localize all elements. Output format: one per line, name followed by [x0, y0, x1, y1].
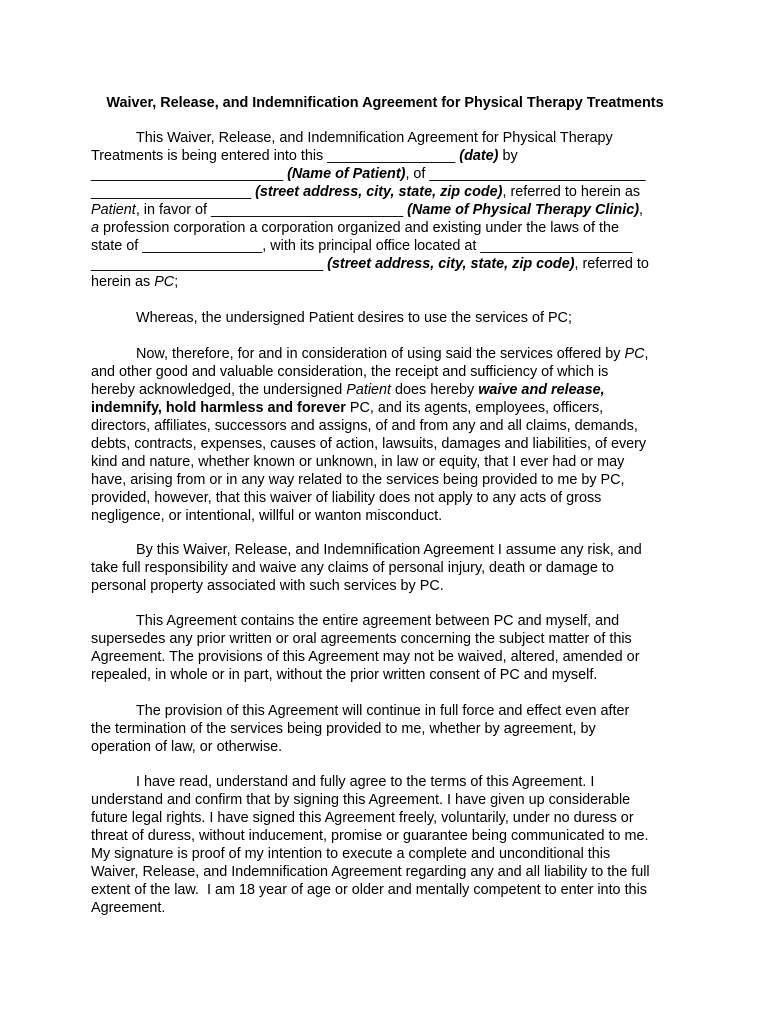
text-line: This Waiver, Release, and Indemnification Agreement for Physical Therapy: [136, 130, 613, 146]
text-span: , referred to: [574, 256, 649, 272]
text-line: have, arising from or in any way related to the services being provided to me by PC,: [91, 472, 625, 488]
text-span: indemnify, hold harmless and forever: [91, 400, 346, 416]
text-line: [91, 255, 691, 273]
text-span: herein as: [91, 274, 155, 290]
text-line: The provision of this Agreement will continue in full force and effect even after: [136, 703, 630, 719]
text-line: kind and nature, whether known or unknown, in law or equity, that I ever had or may: [91, 454, 625, 470]
text-span: , referred to herein as: [502, 184, 641, 200]
text-line: [91, 381, 691, 399]
text-line: threat of duress, without inducement, promise or guarantee being communicated to me.: [91, 828, 649, 844]
text-line: [91, 165, 691, 183]
text-line: [91, 399, 691, 417]
text-span: ;: [174, 274, 179, 290]
text-span: ,: [644, 346, 649, 362]
text-line: operation of law, or otherwise.: [91, 739, 283, 755]
text-span: profession corporation a corporation organized and existing under the laws of the: [99, 220, 619, 236]
date-label: (date): [459, 148, 499, 164]
text-line: By this Waiver, Release, and Indemnification Agreement I assume any risk, and: [136, 542, 642, 558]
clinic-name-label: (Name of Physical Therapy Clinic): [407, 202, 639, 218]
text-line: understand and confirm that by signing this Agreement. I have given up considerable: [91, 792, 631, 808]
text-line: Waiver, Release, and Indemnification Agreement regarding any and all liability to the full: [91, 864, 650, 880]
patient-address-label: (street address, city, state, zip code): [255, 184, 503, 200]
text-span: , in favor of ________________________: [135, 202, 408, 218]
text-line: Whereas, the undersigned Patient desires to use the services of PC;: [136, 310, 572, 326]
patient-name-label: (Name of Patient): [287, 166, 406, 182]
document-title: Waiver, Release, and Indemnification Agreement for Physical Therapy Treatments: [106, 95, 664, 111]
text-line: extent of the law. I am 18 year of age or older and mentally competent to enter into this: [91, 882, 647, 898]
text-span: PC: [154, 274, 175, 290]
text-span: Now, therefore, for and in consideration of using said the services offered by: [136, 346, 625, 362]
text-line: negligence, or intentional, willful or wanton misconduct.: [91, 508, 443, 524]
text-span: PC, and its agents, employees, officers,: [345, 400, 604, 416]
text-line: Agreement. The provisions of this Agreement may not be waived, altered, amended or: [91, 649, 640, 665]
text-span: Treatments is being entered into this ________________: [91, 148, 460, 164]
text-line: Agreement.: [91, 900, 166, 916]
text-line: [91, 183, 691, 201]
text-span: Patient: [91, 202, 136, 218]
text-line: [91, 201, 691, 219]
text-line: personal property associated with such services by PC.: [91, 578, 444, 594]
text-line: supersedes any prior written or oral agreements concerning the subject matter of this: [91, 631, 632, 647]
text-span: ________________________: [91, 166, 288, 182]
text-line: repealed, in whole or in part, without the prior written consent of PC and myself.: [91, 667, 598, 683]
text-line: [91, 147, 691, 165]
text-line: provided, however, that this waiver of liability does not apply to any acts of gross: [91, 490, 602, 506]
text-line: directors, affiliates, successors and assigns, of and from any and all claims, demands,: [91, 418, 638, 434]
clinic-address-label: (street address, city, state, zip code): [327, 256, 575, 272]
text-line: [91, 273, 691, 291]
text-line: My signature is proof of my intention to execute a complete and unconditional this: [91, 846, 611, 862]
text-line: future legal rights. I have signed this Agreement freely, voluntarily, under no duress or: [91, 810, 634, 826]
text-line: [136, 345, 691, 363]
text-span: does hereby: [391, 382, 479, 398]
text-line: state of _______________, with its principal office located at ___________________: [91, 238, 633, 254]
text-span: _____________________________: [91, 256, 328, 272]
text-span: ____________________: [91, 184, 256, 200]
text-span: hereby acknowledged, the undersigned: [91, 382, 347, 398]
text-line: I have read, understand and fully agree to the terms of this Agreement. I: [136, 774, 595, 790]
text-line: take full responsibility and waive any claims of personal injury, death or damage to: [91, 560, 614, 576]
text-span: by: [498, 148, 518, 164]
text-span: waive and release,: [478, 382, 605, 398]
text-span: ,: [639, 202, 643, 218]
text-line: This Agreement contains the entire agreement between PC and myself, and: [136, 613, 620, 629]
text-line: [91, 219, 691, 237]
text-span: Patient: [346, 382, 392, 398]
text-span: PC: [624, 346, 645, 362]
text-span: a: [91, 220, 100, 236]
text-line: the termination of the services being provided to me, whether by agreement, by: [91, 721, 596, 737]
text-line: debts, contracts, expenses, causes of action, lawsuits, damages and liabilities, of every: [91, 436, 647, 452]
text-span: , of ___________________________: [405, 166, 646, 182]
text-line: and other good and valuable consideration, the receipt and sufficiency of which is: [91, 364, 609, 380]
